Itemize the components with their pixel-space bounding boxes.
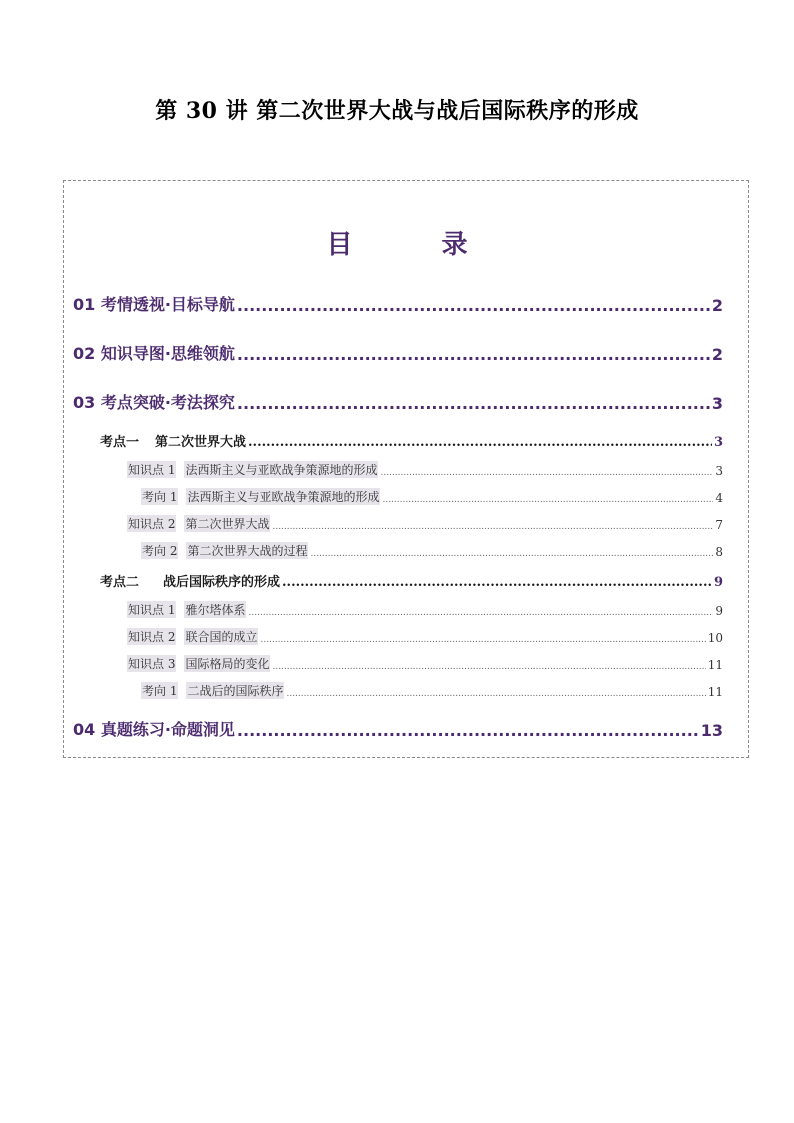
toc-entry-page: 9 [715,604,723,618]
toc-entry-label: 第二次世界大战 [185,517,270,531]
dot-leader [237,296,710,315]
toc-entry-section-02[interactable] [73,341,723,364]
toc-entry-page: 11 [707,658,723,672]
item-tag: 知识点 3 [128,657,176,671]
toc-entry-page: 3 [711,394,723,413]
toc-entry-page: 7 [715,518,723,532]
toc-entry-page: 4 [715,491,723,505]
toc-entry-item[interactable] [127,461,723,478]
toc-entry-item[interactable] [127,628,723,645]
toc-entry-label: 战后国际秩序的形成 [163,575,281,590]
toc-entry-label: 国际格局的变化 [185,657,270,671]
toc-entry-item[interactable] [141,682,723,699]
dot-leader [272,522,713,532]
dot-leader [380,468,713,478]
dot-leader [248,435,712,450]
toc-entry-page: 9 [713,575,723,590]
toc-entry-kaodian-2[interactable] [100,571,723,590]
toc-entry-label: 03 考点突破·考法探究 [73,393,235,412]
toc-entry-page: 10 [707,631,723,645]
item-tag: 知识点 1 [128,603,176,617]
kaodian-prefix: 考点二 [100,575,140,590]
dot-leader [237,394,710,413]
toc-entry-label: 法西斯主义与亚欧战争策源地的形成 [187,490,380,504]
item-tag: 知识点 2 [128,630,176,644]
item-tag: 考向 1 [142,490,178,504]
dot-leader [382,495,713,505]
toc-entry-label: 第二次世界大战 [155,435,247,450]
toc-entry-section-03[interactable] [73,390,723,413]
toc-entry-kaodian-1[interactable] [100,431,723,450]
toc-entry-label: 联合国的成立 [185,630,258,644]
toc-entry-page: 2 [711,345,723,364]
dot-leader [248,608,713,618]
toc-entry-page: 3 [713,435,723,450]
toc-entry-page: 2 [711,296,723,315]
toc-entry-item[interactable] [141,542,723,559]
item-tag: 考向 2 [142,544,178,558]
dot-leader [272,662,705,672]
toc-entry-page: 11 [707,685,723,699]
item-tag: 知识点 1 [128,463,176,477]
dot-leader [310,549,713,559]
dot-leader [286,689,705,699]
toc-entry-page: 13 [700,721,723,740]
toc-entry-label: 法西斯主义与亚欧战争策源地的形成 [185,463,378,477]
toc-entry-page: 8 [715,545,723,559]
dot-leader [260,635,705,645]
toc-entry-item[interactable] [127,601,723,618]
toc-entry-page: 3 [715,464,723,478]
toc-entry-section-01[interactable] [73,292,723,315]
toc-entry-label: 二战后的国际秩序 [187,684,284,698]
toc-entry-item[interactable] [141,488,723,505]
item-tag: 考向 1 [142,684,178,698]
toc-heading: 目 录 [326,230,508,260]
toc-entry-section-04[interactable] [73,717,723,740]
toc-entry-item[interactable] [127,515,723,532]
page-title: 第 30 讲 第二次世界大战与战后国际秩序的形成 [155,98,639,124]
toc-entry-label: 雅尔塔体系 [185,603,246,617]
toc-entry-label: 02 知识导图·思维领航 [73,344,235,363]
kaodian-prefix: 考点一 [100,435,140,450]
dot-leader [282,575,712,590]
toc-entry-label: 04 真题练习·命题洞见 [73,720,235,739]
item-tag: 知识点 2 [128,517,176,531]
dot-leader [237,345,710,364]
toc-entry-label: 第二次世界大战的过程 [187,544,308,558]
toc-entry-item[interactable] [127,655,723,672]
toc-entry-label: 01 考情透视·目标导航 [73,295,235,314]
dot-leader [237,721,699,740]
